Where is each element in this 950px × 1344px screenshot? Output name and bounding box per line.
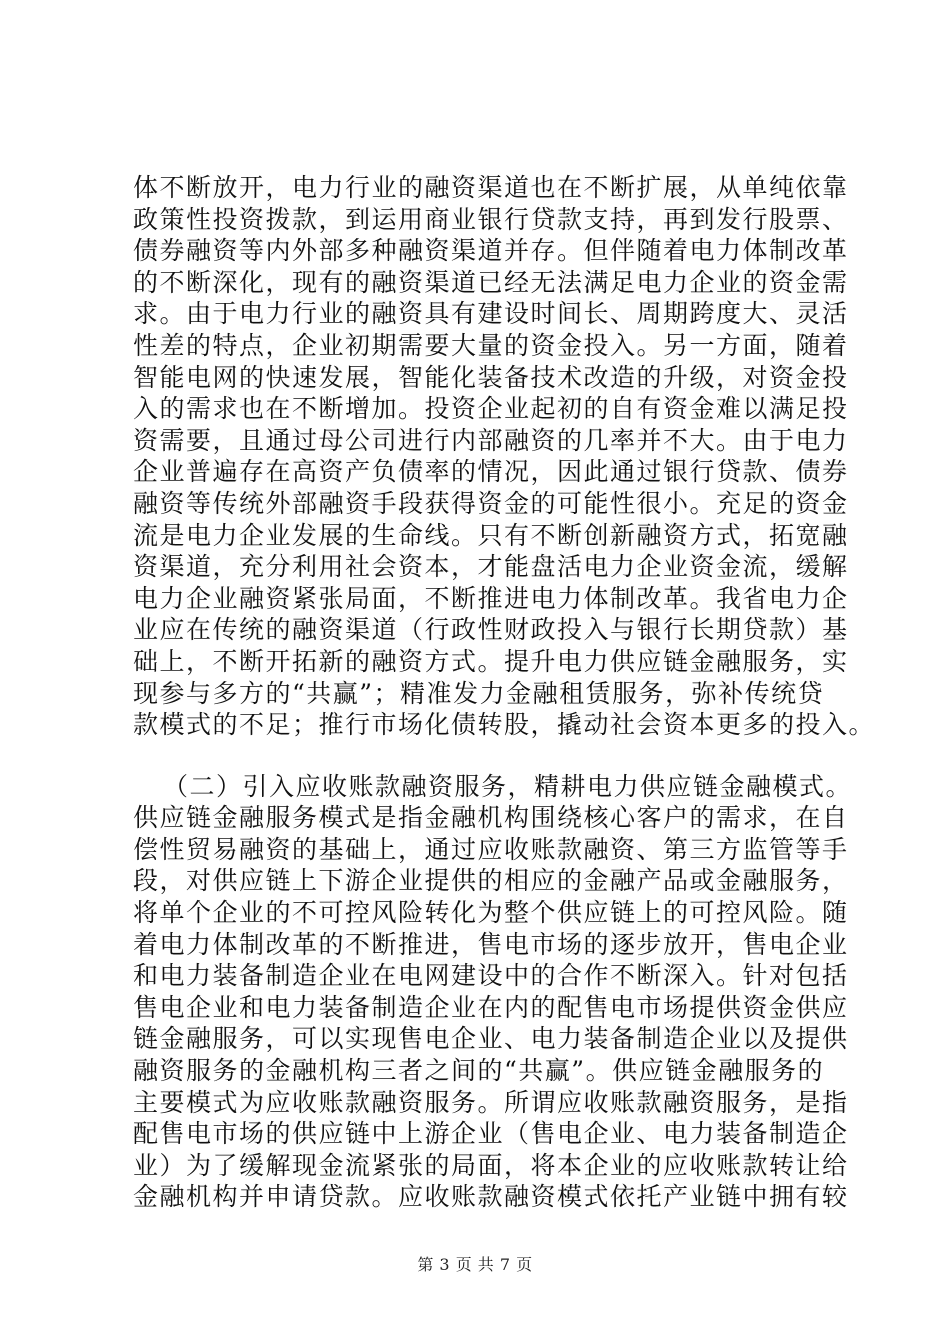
text-line: 资渠道，充分利用社会资本，才能盘活电力企业资金流，缓解 <box>133 552 849 582</box>
text-line: 将单个企业的不可控风险转化为整个供应链上的可控风险。随 <box>133 898 849 928</box>
page-number-footer: 第 3 页 共 7 页 <box>417 1255 533 1274</box>
text-line: 求。由于电力行业的融资具有建设时间长、周期跨度大、灵活 <box>133 299 849 329</box>
text-line: 性差的特点，企业初期需要大量的资金投入。另一方面，随着 <box>133 330 849 360</box>
paragraph-spacer <box>133 741 833 771</box>
text-line: 体不断放开，电力行业的融资渠道也在不断扩展，从单纯依靠 <box>133 173 849 202</box>
text-line: 着电力体制改革的不断推进，售电市场的逐步放开，售电企业 <box>133 929 849 959</box>
text-line: 电力企业融资紧张局面，不断推进电力体制改革。我省电力企 <box>133 583 849 613</box>
text-line: 础上，不断开拓新的融资方式。提升电力供应链金融服务，实 <box>133 646 849 676</box>
text-line: 款模式的不足；推行市场化债转股，撬动社会资本更多的投入。 <box>133 710 876 740</box>
paragraph-2 <box>133 771 853 1213</box>
document-body <box>133 172 876 1213</box>
text-line: 智能电网的快速发展，智能化装备技术改造的升级，对资金投 <box>133 362 849 392</box>
text-line: 段，对供应链上下游企业提供的相应的金融产品或金融服务， <box>133 866 849 896</box>
text-line: 主要模式为应收账款融资服务。所谓应收账款融资服务，是指 <box>133 1087 849 1117</box>
text-line: 融资等传统外部融资手段获得资金的可能性很小。充足的资金 <box>133 488 849 518</box>
text-line: 和电力装备制造企业在电网建设中的合作不断深入。针对包括 <box>133 961 849 991</box>
text-line: 入的需求也在不断增加。投资企业起初的自有资金难以满足投 <box>133 394 849 424</box>
text-line: 供应链金融服务模式是指金融机构围绕核心客户的需求，在自 <box>133 803 849 833</box>
text-line: 配售电市场的供应链中上游企业（售电企业、电力装备制造企 <box>133 1119 849 1149</box>
text-line: 偿性贸易融资的基础上，通过应收账款融资、第三方监管等手 <box>133 834 849 864</box>
text-line: 金融机构并申请贷款。应收账款融资模式依托产业链中拥有较 <box>133 1182 849 1212</box>
text-line: 融资服务的金融机构三者之间的“共赢”。供应链金融服务的 <box>133 1056 825 1086</box>
section-heading-line: （二）引入应收账款融资服务，精耕电力供应链金融模式。 <box>163 771 853 801</box>
text-line: 的不断深化，现有的融资渠道已经无法满足电力企业的资金需 <box>133 267 849 297</box>
paragraph-1 <box>133 172 876 741</box>
text-line: 企业普遍存在高资产负债率的情况，因此通过银行贷款、债券 <box>133 457 849 487</box>
text-line: 政策性投资拨款，到运用商业银行贷款支持，再到发行股票、 <box>133 204 849 234</box>
text-line: 资需要，且通过母公司进行内部融资的几率并不大。由于电力 <box>133 425 849 455</box>
text-line: 流是电力企业发展的生命线。只有不断创新融资方式，拓宽融 <box>133 520 849 550</box>
text-line: 债券融资等内外部多种融资渠道并存。但伴随着电力体制改革 <box>133 236 849 266</box>
text-line: 现参与多方的“共赢”；精准发力金融租赁服务，弥补传统贷 <box>133 678 825 708</box>
text-line: 售电企业和电力装备制造企业在内的配售电市场提供资金供应 <box>133 992 849 1022</box>
text-line: 业应在传统的融资渠道（行政性财政投入与银行长期贷款）基 <box>133 615 849 645</box>
text-line: 业）为了缓解现金流紧张的局面，将本企业的应收账款转让给 <box>133 1150 849 1180</box>
text-line: 链金融服务，可以实现售电企业、电力装备制造企业以及提供 <box>133 1024 849 1054</box>
